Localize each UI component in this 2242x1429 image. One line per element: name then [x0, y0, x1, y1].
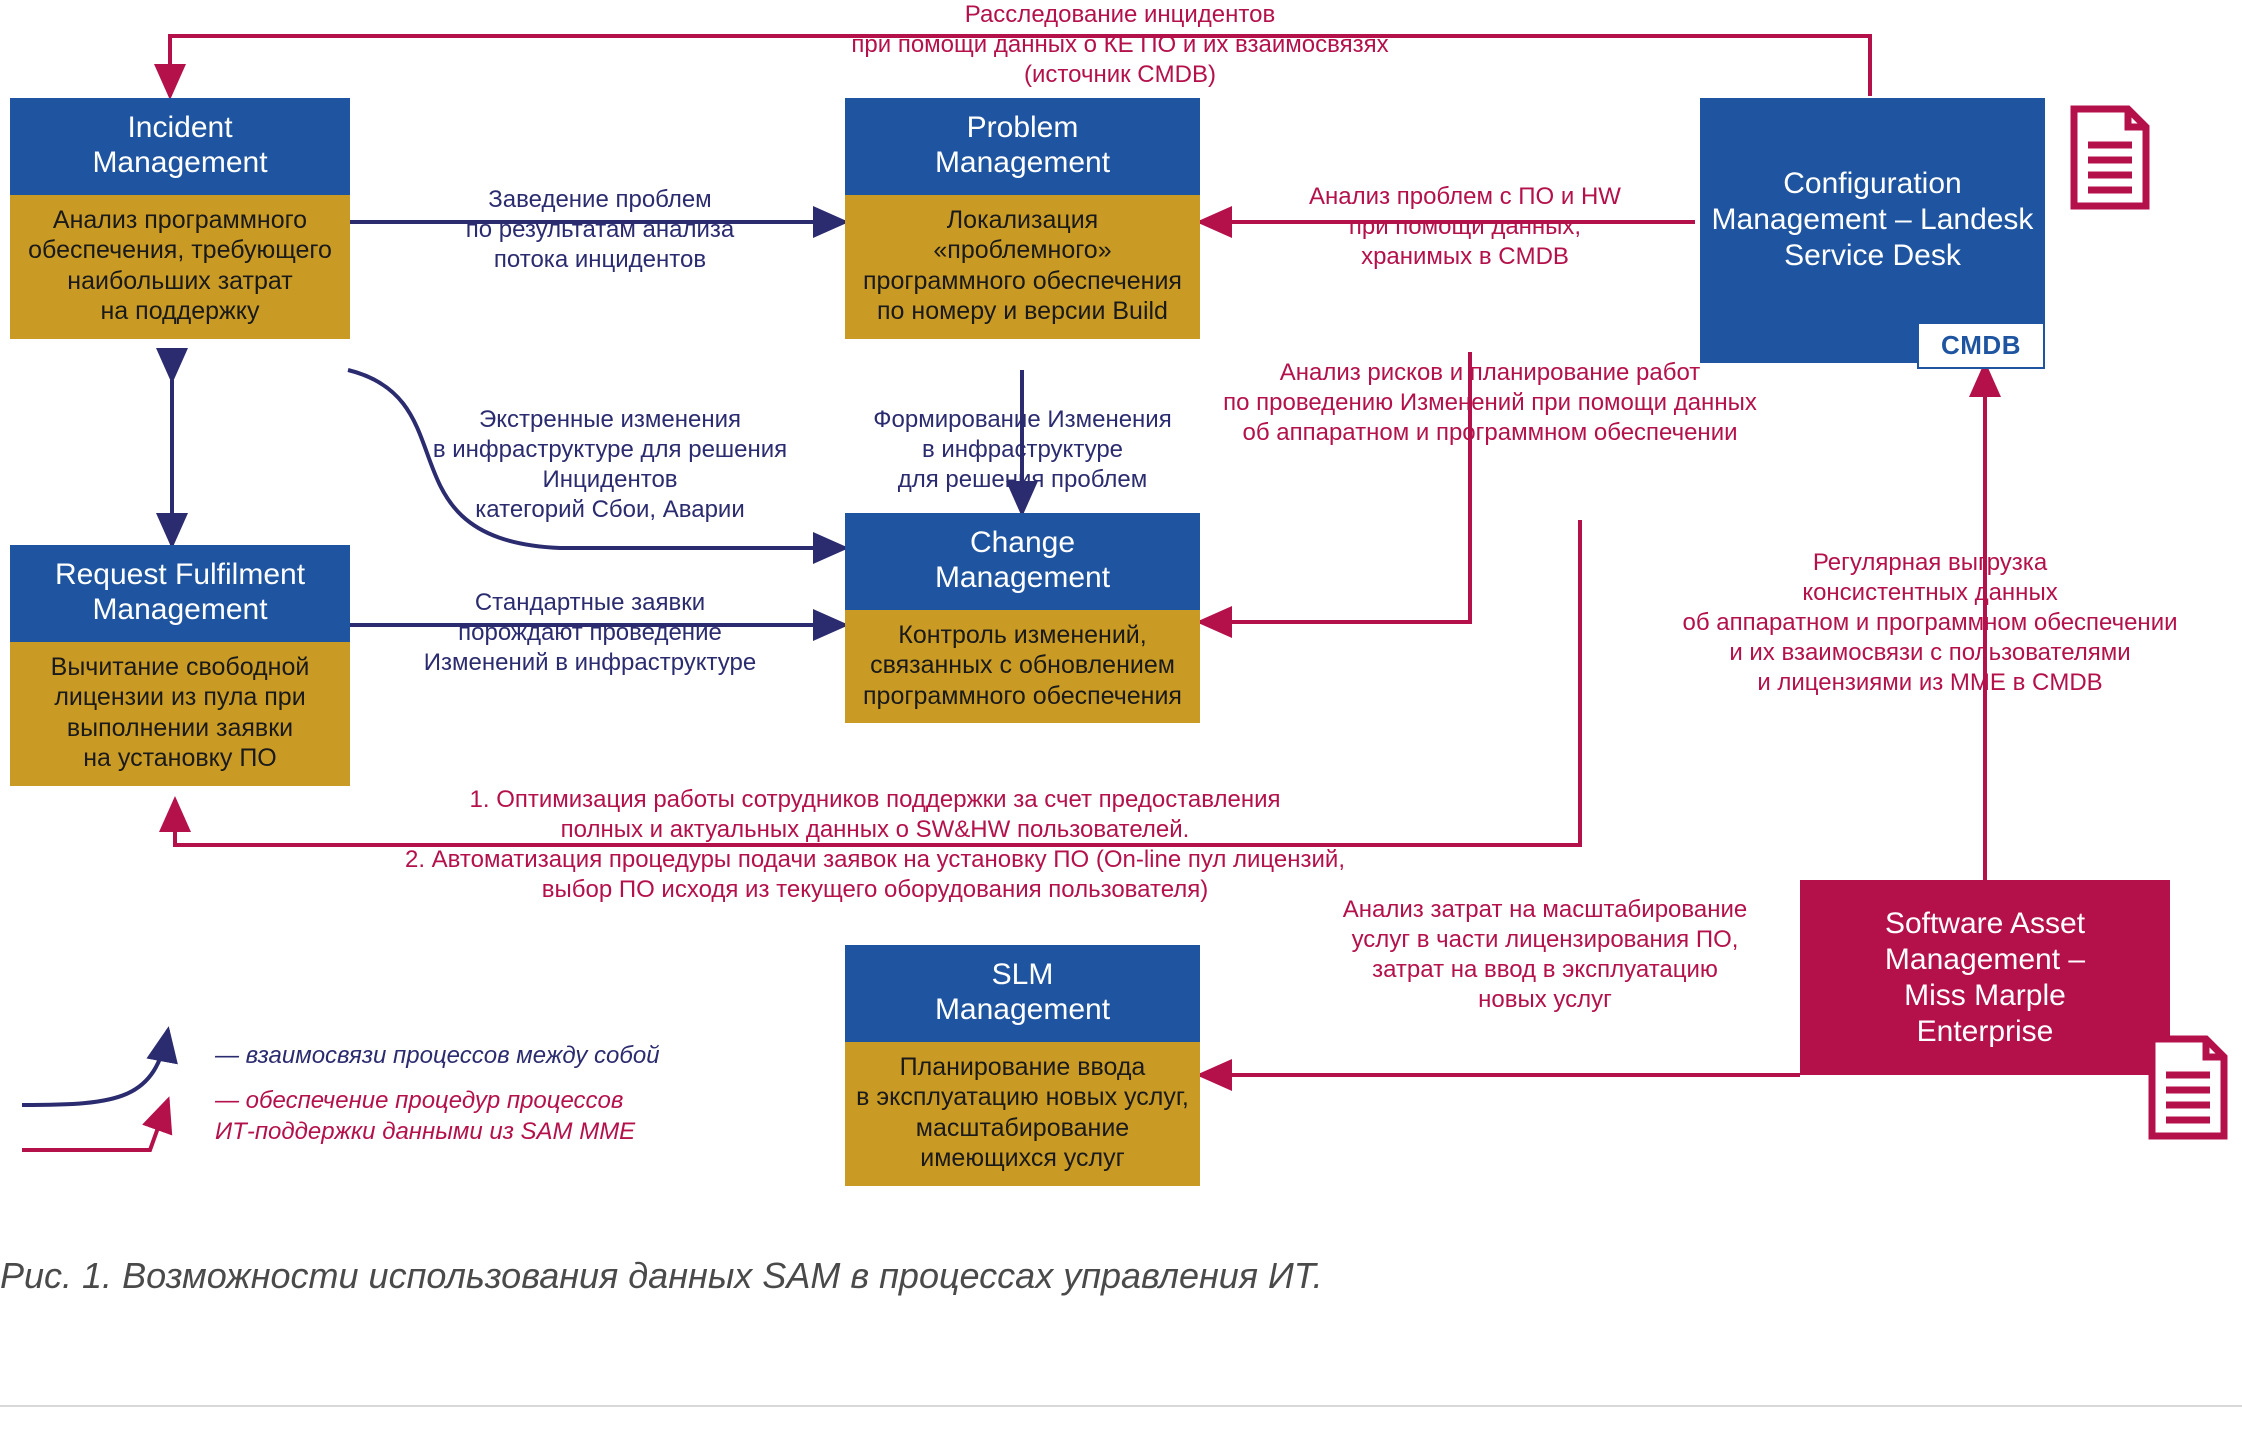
divider [0, 1405, 2242, 1407]
box-change-management-body: Контроль изменений, связанных с обновлением программного обеспечения [845, 610, 1200, 724]
label-problem-creation: Заведение проблем по результатам анализа потока инцидентов [465, 186, 735, 273]
box-slm-management-title: SLM Management [845, 945, 1200, 1042]
box-request-fulfilment-management[interactable] [10, 545, 350, 786]
cmdb-badge[interactable]: CMDB [1917, 322, 2045, 369]
box-slm-management[interactable] [845, 945, 1200, 1186]
box-incident-management[interactable] [10, 98, 350, 339]
box-request-fulfilment-title: Request Fulfilment Management [10, 545, 350, 642]
document-icon [2148, 1035, 2228, 1145]
legend-item-sam-data: — обеспечение процедур процессов ИТ-поддержки данными из SAM MME [215, 1087, 636, 1146]
box-problem-management-title: Problem Management [845, 98, 1200, 195]
box-configuration-management-title: Configuration Management – Landesk Service Desk [1711, 167, 2034, 272]
box-slm-management-body: Планирование ввода в эксплуатацию новых услуг, масштабирование имеющихся услуг [845, 1042, 1200, 1186]
box-problem-management[interactable] [845, 98, 1200, 339]
label-cost-analysis: Анализ затрат на масштабирование услуг в части лицензирования ПО, затрат на ввод в эксплуатацию новых услуг [1342, 896, 1748, 1013]
box-request-fulfilment-body: Вычитание свободной лицензии из пула при выполнении заявки на установку ПО [10, 642, 350, 786]
label-regular-upload: Регулярная выгрузка консистентных данных об аппаратном и программном обеспечении и их взаимосвязи с пользователями и лицензиями из MME в CMDB [1682, 549, 2178, 696]
box-software-asset-management[interactable]: Software Asset Management – Miss Marple Enterprise [1800, 880, 2170, 1075]
box-incident-management-title: Incident Management [10, 98, 350, 195]
document-icon [2070, 105, 2150, 215]
figure-caption: Рис. 1. Возможности использования данных SAM в процессах управления ИТ. [0, 1255, 1323, 1296]
label-standard-requests: Стандартные заявки порождают проведение Изменений в инфраструктуре [423, 589, 757, 676]
box-change-management[interactable] [845, 513, 1200, 723]
box-problem-management-body: Локализация «проблемного» программного обеспечения по номеру и версии Build [845, 195, 1200, 339]
label-incident-investigation: Расследование инцидентов при помощи данных о КЕ ПО и их взаимосвязях (источник CMDB) [851, 1, 1389, 88]
label-problem-analysis: Анализ проблем с ПО и HW при помощи данных, хранимых в CMDB [1309, 183, 1621, 270]
label-emergency-changes: Экстренные изменения в инфраструктуре для решения Инцидентов категорий Сбои, Аварии [432, 406, 788, 523]
legend-item-process-links: — взаимосвязи процессов между собой [215, 1042, 660, 1069]
label-optimization: 1. Оптимизация работы сотрудников поддержки за счет предоставления полных и актуальных данных о SW&HW пользователей. 2. Автоматизация процедуры подачи заявок на установку ПО (On-line пул лицензий, выбор ПО исходя из текущего оборудования пользователя) [404, 786, 1345, 903]
label-risk-analysis: Анализ рисков и планирование работ по проведению Изменений при помощи данных об аппаратном и программном обеспечении [1223, 359, 1757, 446]
label-change-creation: Формирование Изменения в инфраструктуре для решения проблем [873, 406, 1172, 493]
box-change-management-title: Change Management [845, 513, 1200, 610]
box-incident-management-body: Анализ программного обеспечения, требующего наибольших затрат на поддержку [10, 195, 350, 339]
box-configuration-management[interactable] [1700, 98, 2045, 363]
